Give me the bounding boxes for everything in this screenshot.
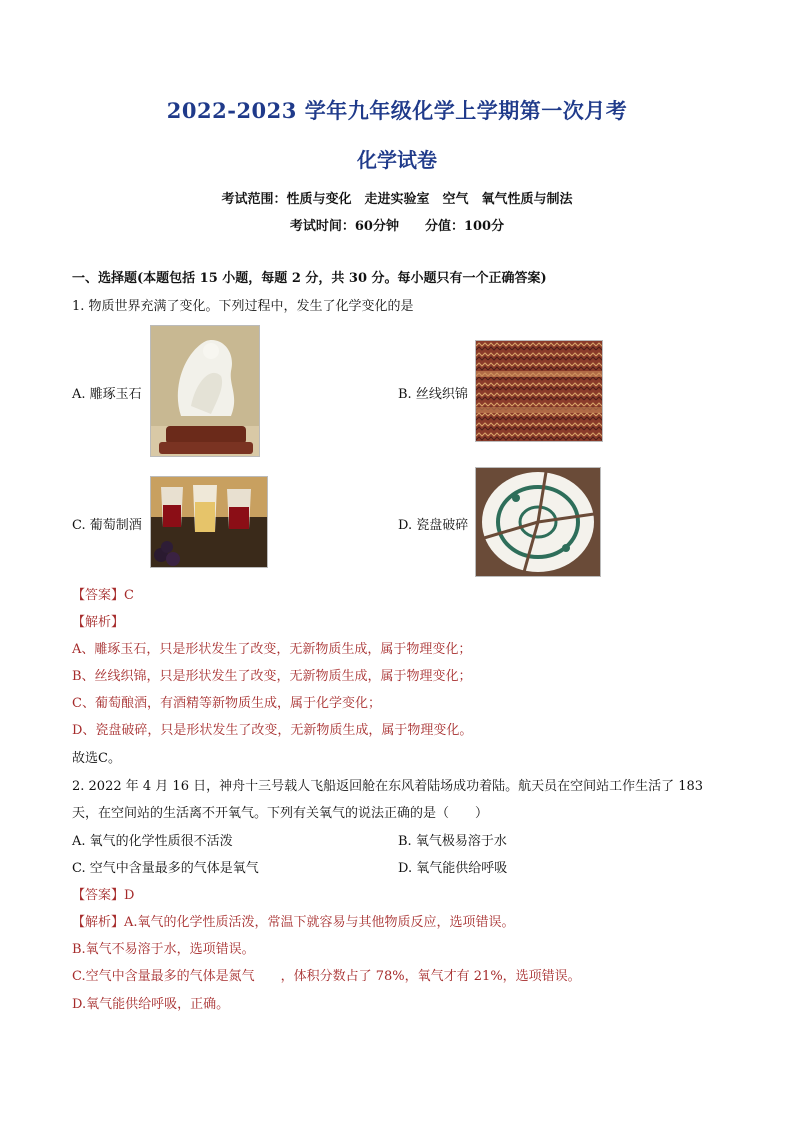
- broken-plate-image: [475, 467, 601, 577]
- q1-analysis-tag: 【解析】: [72, 615, 125, 630]
- q2-option-c: C. 空气中含量最多的气体是氧气: [72, 861, 259, 876]
- exam-scope: 考试范围：性质与变化 走进实验室 空气 氧气性质与制法: [221, 192, 573, 207]
- q2-option-d: D. 氧气能供给呼吸: [398, 861, 508, 876]
- document-title: 2022-2023 学年九年级化学上学期第一次月考: [166, 98, 628, 123]
- q2-stem-continued: 天，在空间站的生活离不开氧气。下列有关氧气的说法正确的是（ ）: [72, 806, 489, 821]
- q1-analysis-line: B、丝线织锦，只是形状发生了改变，无新物质生成，属于物理变化；: [72, 669, 472, 684]
- wine-glasses-image: [150, 476, 268, 568]
- q1-conclusion: 故选C。: [72, 751, 121, 766]
- q2-analysis-tag: 【解析】: [72, 915, 125, 930]
- q2-answer-tag: 【答案】: [72, 888, 125, 903]
- exam-time-score: 考试时间：60分钟 分值：100分: [289, 219, 505, 234]
- q2-answer: [72, 887, 134, 905]
- q1-option-b: B. 丝线织锦: [398, 387, 468, 402]
- q2-answer-value: D: [124, 888, 135, 903]
- q2-option-b: B. 氧气极易溶于水: [398, 834, 507, 849]
- jade-carving-image: [150, 325, 260, 457]
- q1-analysis-line: D、瓷盘破碎，只是形状发生了改变，无新物质生成，属于物理变化。: [72, 723, 473, 738]
- q1-option-a: A. 雕琢玉石: [72, 387, 142, 402]
- q2-option-a: A. 氧气的化学性质很不活泼: [72, 834, 233, 849]
- q1-option-d: D. 瓷盘破碎: [398, 518, 469, 533]
- document-subtitle: 化学试卷: [357, 148, 437, 172]
- q2-analysis-line: D.氧气能供给呼吸，正确。: [72, 997, 230, 1012]
- q2-analysis-line: B.氧气不易溶于水，选项错误。: [72, 942, 255, 957]
- q2-analysis-line: C.空气中含量最多的气体是氮气 ，体积分数占了 78%，氧气才有 21%，选项错误。: [72, 969, 581, 984]
- q2-analysis-line: A.氧气的化学性质活泼，常温下就容易与其他物质反应，选项错误。: [124, 915, 515, 930]
- q1-answer-tag: 【答案】: [72, 588, 125, 603]
- q2-stem: 2. 2022 年 4 月 16 日，神舟十三号载人飞船返回舱在东风着陆场成功着陆。航天员在空间站工作生活了 183: [72, 779, 704, 794]
- q1-option-c: C. 葡萄制酒: [72, 518, 142, 533]
- q1-analysis-line: A、雕琢玉石，只是形状发生了改变，无新物质生成，属于物理变化；: [72, 642, 472, 657]
- q1-stem: 1. 物质世界充满了变化。下列过程中，发生了化学变化的是: [72, 299, 414, 314]
- q1-answer-value: C: [124, 588, 134, 603]
- section-heading: 一、选择题(本题包括 15 小题，每题 2 分，共 30 分。每小题只有一个正确答案): [72, 271, 547, 286]
- q1-answer: [72, 587, 134, 605]
- q2-analysis: [72, 914, 515, 932]
- silk-brocade-image: [475, 340, 603, 442]
- q1-analysis-line: C、葡萄酿酒，有酒精等新物质生成，属于化学变化；: [72, 696, 381, 711]
